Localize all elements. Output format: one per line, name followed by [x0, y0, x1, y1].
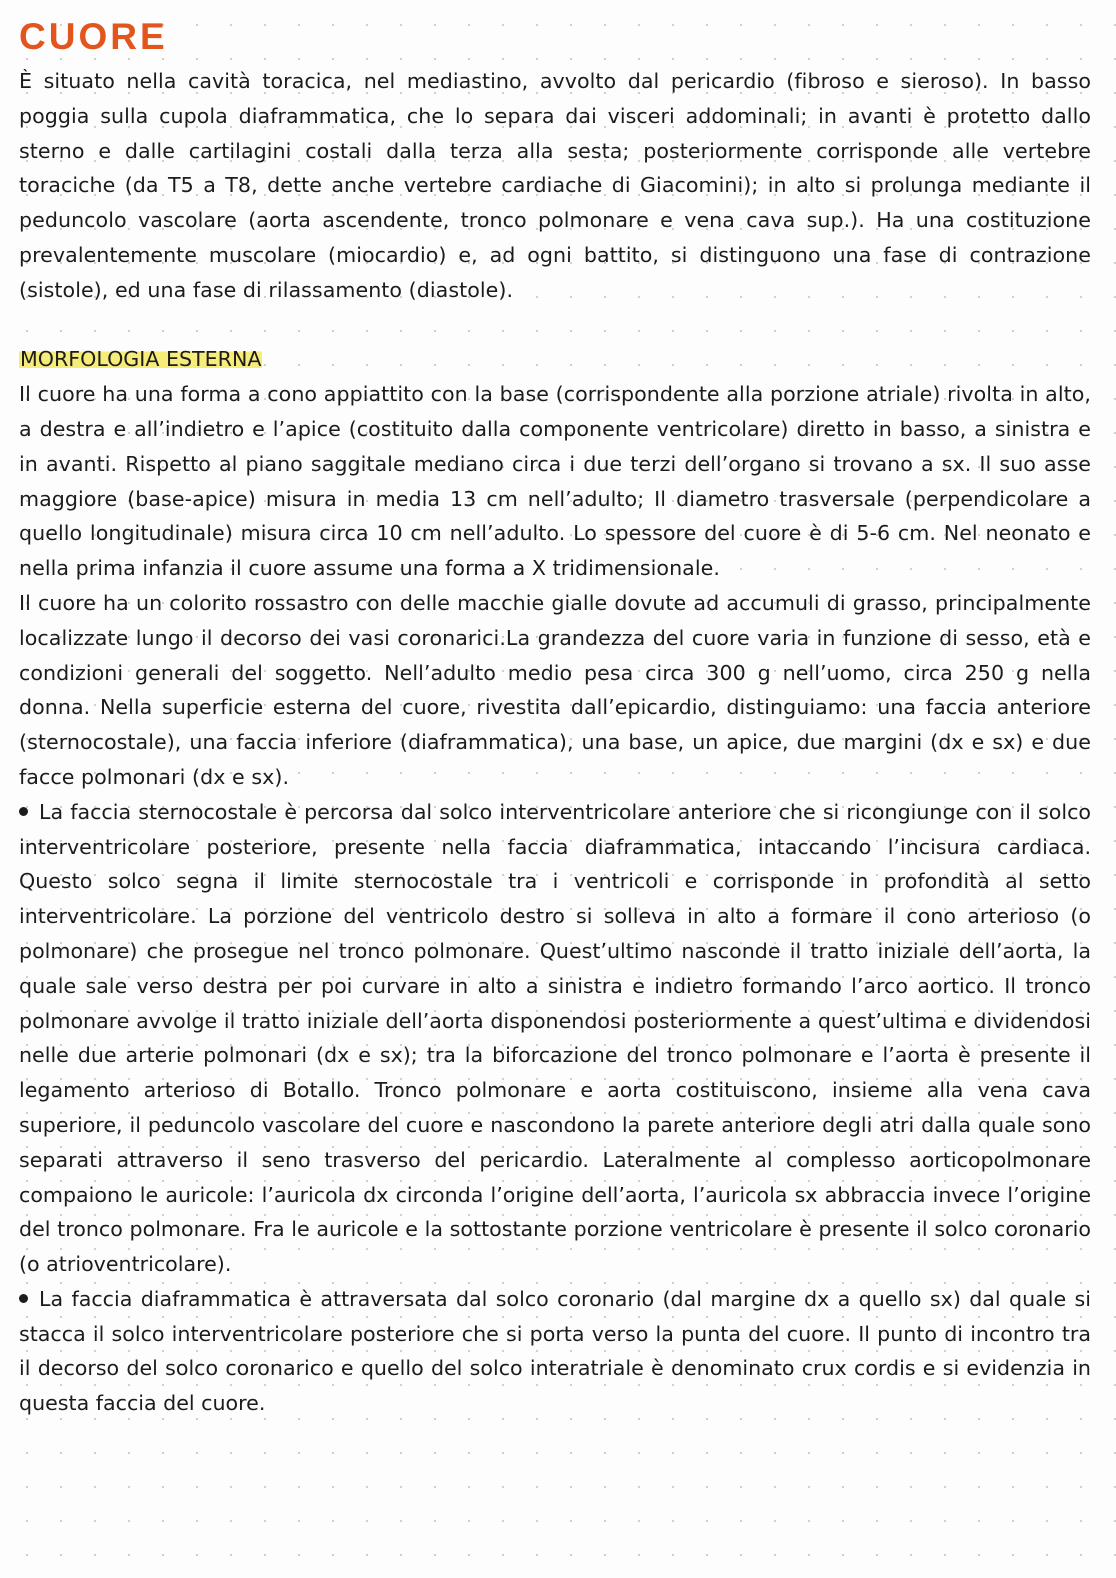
morphology-paragraph-1: Il cuore ha una forma a cono appiattito con la base (corrispondente alla porzione atriale) rivolta in alto, a destra e all’indietro e l’apice (costituito dalla componente ventricolare) diretto in basso, a sinistra e in avanti. Rispetto al piano saggitale mediano circa i due terzi dell’organo si trovano a sx. Il suo asse maggiore (base-apice) misura in media 13 cm nell’adulto; Il diametro trasversale (perpendicolare a quello longitudinale) misura circa 10 cm nell’adulto. Lo spessore del cuore è di 5-6 cm. Nel neonato e nella prima infanzia il cuore assume una forma a X tridimensionale. [19, 382, 1091, 581]
bullet-item-sternocostal [19, 795, 1091, 1282]
morphology-paragraph-2: Il cuore ha un colorito rossastro con delle macchie gialle dovute ad accumuli di grasso, principalmente localizzate lungo il decorso dei vasi coronarici.La grandezza del cuore varia in funzione di sesso, età e condizioni generali del soggetto. Nell’adulto medio pesa circa 300 g nell’uomo, circa 250 g nella donna. Nella superficie esterna del cuore, rivestita dall’epicardio, distinguiamo: una faccia anteriore (sternocostale), una faccia inferiore (diaframmatica), una base, un apice, due margini (dx e sx) e due facce polmonari (dx e sx). [19, 590, 1091, 789]
page-title: CUORE [19, 16, 168, 57]
paragraph-spacer [19, 308, 1091, 343]
document-page [19, 14, 1091, 1421]
bullet-text: La faccia diaframmatica è attraversata dal solco coronario (dal margine dx a quello sx) dal quale si stacca il solco interventricolare posteriore che si porta verso la punta del cuore. Il punto di incontro tra il decorso del solco coronarico e quello del solco interatriale è denominato crux cordis e si evidenzia in questa faccia del cuore. [19, 1286, 1091, 1416]
section-heading-highlight: MORFOLOGIA ESTERNA [20, 347, 262, 372]
bullet-text: La faccia sternocostale è percorsa dal solco interventricolare anteriore che si ricongiunge con il solco interventricolare posteriore, presente nella faccia diaframmatica, intaccando l’incisura cardiaca. Questo solco segna il limite sternocostale tra i ventricoli e corrisponde in profondità al setto interventricolare. La porzione del ventricolo destro si solleva in alto a formare il cono arterioso (o polmonare) che prosegue nel tronco polmonare. Quest’ultimo nasconde il tratto iniziale dell’aorta, la quale sale verso destra per poi curvare in alto a sinistra e indietro formando l’arco aortico. Il tronco polmonare avvolge il tratto iniziale dell’aorta disponendosi posteriormente a quest’ultima e dividendosi nelle due arterie polmonari (dx e sx); tra la biforcazione del tronco polmonare e l’aorta è presente il legamento arterioso di Botallo. Tronco polmonare e aorta costituiscono, insieme alla vena cava superiore, il peduncolo vascolare del cuore e nascondono la parete anteriore degli atri dalla quale sono separati attraverso il seno trasverso del pericardio. Lateralmente al complesso aorticopolmonare compaiono le auricole: l’auricola dx circonda l’origine dell’aorta, l’auricola sx abbraccia invece l’origine del tronco polmonare. Fra le auricole e la sottostante porzione ventricolare è presente il solco coronario (o atrioventricolare). [19, 799, 1091, 1277]
section-heading [19, 342, 1091, 377]
bullet-item-diaphragmatic [19, 1282, 1091, 1421]
bullet-dot-icon [19, 1282, 39, 1317]
bullet-dot-icon [19, 795, 39, 830]
intro-paragraph: È situato nella cavità toracica, nel mediastino, avvolto dal pericardio (fibroso e sieroso). In basso poggia sulla cupola diaframmatica, che lo separa dai visceri addominali; in avanti è protetto dallo sterno e dalle cartilagini costali dalla terza alla sesta; posteriormente corrisponde alle vertebre toraciche (da T5 a T8, dette anche vertebre cardiache di Giacomini); in alto si prolunga mediante il peduncolo vascolare (aorta ascendente, tronco polmonare e vena cava sup.). Ha una costituzione prevalentemente muscolare (miocardio) e, ad ogni battito, si distinguono una fase di contrazione (sistole), ed una fase di rilassamento (diastole). [19, 69, 1091, 302]
